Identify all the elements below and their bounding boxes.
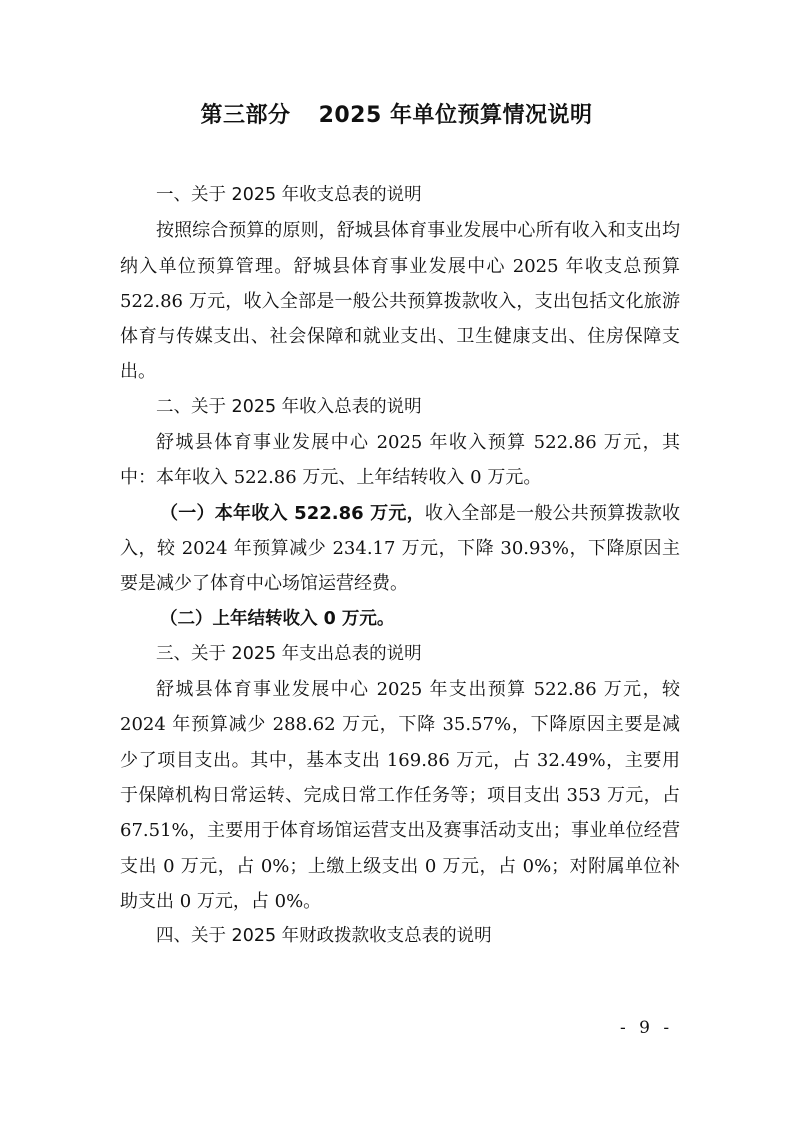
section-2-sub1-bold: （一）本年收入 522.86 万元，	[160, 502, 425, 524]
section-4-heading: 四、关于 2025 年财政拨款收支总表的说明	[156, 926, 492, 947]
section-2-paragraph: 舒城县体育事业发展中心 2025 年收入预算 522.86 万元，其中：本年收入 522.86 万元、上年结转收入 0 万元。	[120, 432, 680, 489]
page-title	[0, 98, 793, 129]
section-2-sub1	[120, 496, 680, 602]
document-body	[120, 178, 680, 955]
title-text: 2025 年单位预算情况说明	[318, 103, 593, 128]
section-3-heading: 三、关于 2025 年支出总表的说明	[156, 643, 422, 664]
page-number: - 9 -	[620, 1018, 674, 1038]
section-2-sub2: （二）上年结转收入 0 万元。	[160, 608, 395, 629]
section-2-sub1-text: 收入全部是一般公共预算拨款收入，较 2024 年预算减少 234.17 万元，下降 30.93%，下降原因主要是减少了体育中心场馆运营经费。	[120, 502, 680, 595]
section-1-heading: 一、关于 2025 年收支总表的说明	[156, 185, 422, 205]
section-3-paragraph: 舒城县体育事业发展中心 2025 年支出预算 522.86 万元，较 2024 年预算减少 288.62 万元，下降 35.57%，下降原因主要是减少了项目支出。其中，基本支出 169.86 万元，占 32.49%，主要用于保障机构日常运转、完成日常工作任务等；项目支出 353 万元，占 67.51%，主要用于体育场馆运营支出及赛事活动支出；事业单位经营支出 0 万元，占 0%；上缴上级支出 0 万元，占 0%；对附属单位补助支出 0 万元，占 0%。	[120, 679, 680, 912]
section-1-paragraph: 按照综合预算的原则，舒城县体育事业发展中心所有收入和支出均纳入单位预算管理。舒城县体育事业发展中心 2025 年收支总预算 522.86 万元，收入全部是一般公共预算拨款收入，支出包括文化旅游体育与传媒支出、社会保障和就业支出、卫生健康支出、住房保障支出。	[120, 220, 680, 383]
title-part: 第三部分	[200, 103, 291, 128]
section-2-heading: 二、关于 2025 年收入总表的说明	[156, 396, 422, 417]
